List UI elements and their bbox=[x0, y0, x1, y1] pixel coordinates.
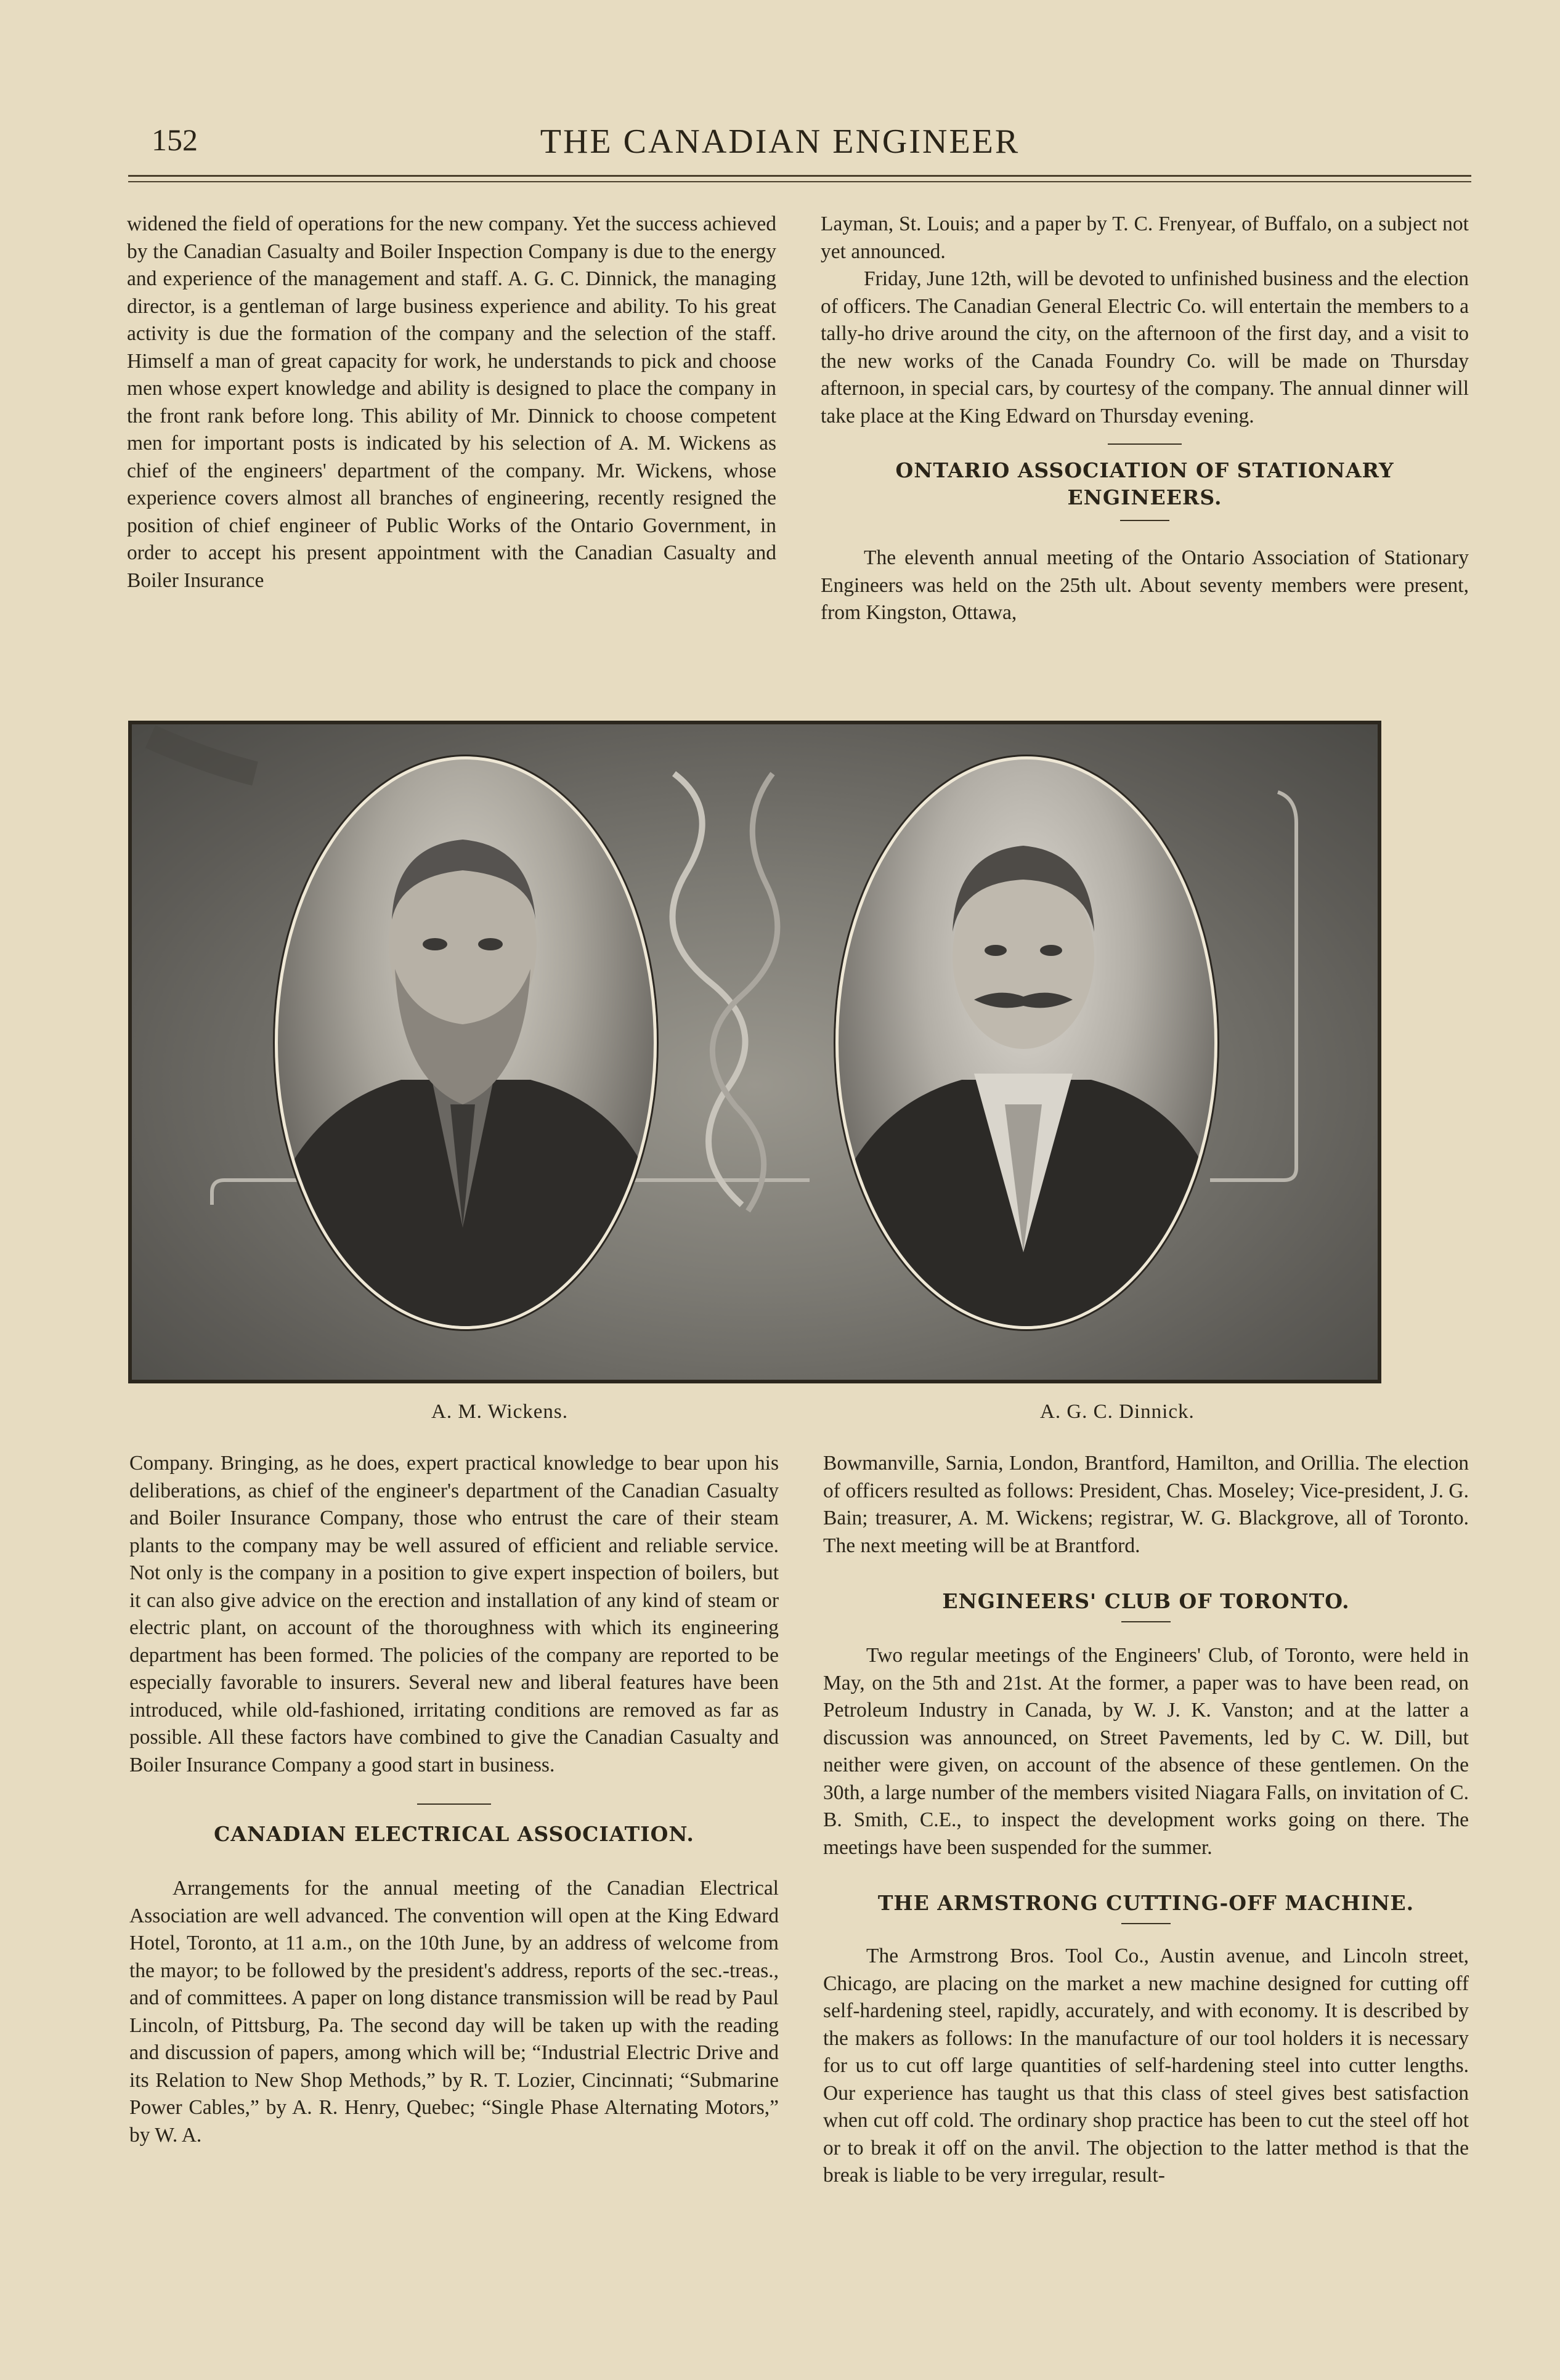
section-divider bbox=[417, 1803, 491, 1805]
spacer bbox=[129, 1848, 779, 1875]
portrait-a-m-wickens bbox=[275, 756, 657, 1329]
paragraph: Bowmanville, Sarnia, London, Brantford, Hamilton, and Orillia. The election of officers resulted as follows: President, Chas. Moseley; Vice-president, J. G. Bain; treasurer, A. M. Wickens; registrar, W. G. Blackgrove, all of Toronto. The next meeting will be at Brantford. bbox=[823, 1452, 1469, 1557]
left-column-top bbox=[127, 211, 776, 594]
paragraph: Layman, St. Louis; and a paper by T. C. Frenyear, of Buffalo, on a subject not yet announced. bbox=[821, 212, 1469, 263]
caption-wickens: A. M. Wickens. bbox=[431, 1401, 568, 1423]
header-rule-secondary bbox=[128, 181, 1471, 182]
left-column-bottom bbox=[129, 1450, 779, 2149]
paragraph: widened the field of operations for the new company. Yet the success achieved by the Canadian Casualty and Boiler Inspection Company is due to the energy and experience of the management and staff. A. G. C. Dinnick, the managing director, is a gentleman of large business experience and ability. To his great activity is due the formation of the company and the selection of the staff. Himself a man of great capacity for work, he understands to pick and choose men whose expert knowledge and ability is designed to place the company in the front rank before long. This ability of Mr. Dinnick to choose competent men for important posts is indicated by his selection of A. M. Wickens as chief of the engineers' department of the company. Mr. Wickens, whose experience covers almost all branches of engineering, recently resigned the position of chief engineer of Public Works of the Ontario Government, in order to accept his present appointment with the Canadian Casualty and Boiler Insurance bbox=[127, 212, 776, 592]
right-column-top bbox=[821, 211, 1469, 627]
section-divider bbox=[1120, 520, 1169, 521]
section-divider bbox=[1121, 1621, 1171, 1622]
portrait-a-g-c-dinnick bbox=[835, 756, 1217, 1329]
mustached-man-photo bbox=[839, 759, 1214, 1326]
paragraph: The eleventh annual meeting of the Ontario Association of Stationary Engineers was held on the 25th ult. About seventy members were present, from Kingston, Ottawa, bbox=[821, 546, 1469, 624]
right-column-bottom bbox=[823, 1450, 1469, 2190]
section-heading-canadian-electrical: CANADIAN ELECTRICAL ASSOCIATION. bbox=[214, 1822, 694, 1846]
paragraph: Friday, June 12th, will be devoted to unfinished business and the election of officers. The Canadian General Electric Co. will entertain the members to a tally-ho drive around the city, on the afternoon of the first day, and a visit to the new works of the Canada Foundry Co. will be made on Thursday afternoon, in special cars, by courtesy of the company. The annual dinner will take place at the King Edward on Thursday evening. bbox=[821, 267, 1469, 427]
section-divider bbox=[1108, 443, 1182, 445]
paragraph: Two regular meetings of the Engineers' Club, of Toronto, were held in May, on the 5th and 21st. At the former, a paper was to have been read, on Petroleum Industry in Canada, by W. J. K. Vanston; and at the latter a discussion was announced, on Street Pavements, led by C. W. Dill, but neither were given, on account of the absence of these gentlemen. On the 30th, a large number of the members visited Niagara Falls, on invitation of C. B. Smith, C.E., to inspect the development works going on there. The meetings have been suspended for the summer. bbox=[823, 1644, 1469, 1859]
bearded-man-photo bbox=[278, 759, 654, 1326]
section-heading-engineers-club: ENGINEERS' CLUB OF TORONTO. bbox=[942, 1589, 1350, 1613]
section-divider bbox=[1121, 1923, 1171, 1924]
spacer bbox=[823, 1560, 1469, 1588]
page-number: 152 bbox=[152, 123, 198, 157]
portrait-plate bbox=[128, 721, 1381, 1383]
section-heading-ontario-association: ONTARIO ASSOCIATION OF STATIONARY ENGINEERS. bbox=[895, 458, 1394, 509]
spacer bbox=[823, 1861, 1469, 1890]
paragraph: Arrangements for the annual meeting of the Canadian Electrical Association are well advanced. The convention will open at the King Edward Hotel, Toronto, at 11 a.m., on the 10th June, by an address of welcome from the mayor; to be followed by the president's address, reports of the sec.-treas., and of committees. A paper on long distance transmission will be read by Paul Lincoln, of Pittsburg, Pa. The second day will be taken up with the reading and discussion of papers, among which will be; “Industrial Electric Drive and its Relation to New Shop Methods,” by R. T. Lozier, Cincinnati; “Submarine Power Cables,” by A. R. Henry, Quebec; “Single Phase Alternating Motors,” by W. A. bbox=[129, 1877, 779, 2147]
header-rule bbox=[128, 175, 1471, 177]
paragraph: Company. Bringing, as he does, expert practical knowledge to bear upon his deliberations, as chief of the engineer's department of the Canadian Casualty and Boiler Insurance Company, those who entrust the care of their steam plants to the company may be well assured of efficient and reliable service. Not only is the company in a position to give expert inspection of boilers, but it can also give advice on the erection and installation of any kind of steam or electric plant, on account of the thoroughness with which its engineering department has been formed. The policies of the company are reported to be especially favorable to insurers. Several new and liberal features have been introduced, while old-fashioned, irritating conditions are removed as far as possible. All these factors have combined to give the Canadian Casualty and Boiler Insurance Company a good start in business. bbox=[129, 1452, 779, 1776]
paragraph: The Armstrong Bros. Tool Co., Austin avenue, and Lincoln street, Chicago, are placing on the market a new machine designed for cutting off self-hardening steel, rapidly, accurately, and with economy. It is described by the makers as follows: In the manufacture of our tool holders it is necessary for us to cut off large quantities of self-hardening steel into cutter lengths. Our experience has taught us that this class of steel gives best satisfaction when cut off cold. The ordinary shop practice has been to cut the steel off hot or to break it off on the anvil. The objection to the latter method is that the break is liable to be very irregular, result- bbox=[823, 1945, 1469, 2187]
running-title: THE CANADIAN ENGINEER bbox=[540, 123, 1020, 161]
section-heading-armstrong-machine: THE ARMSTRONG CUTTING-OFF MACHINE. bbox=[877, 1891, 1415, 1915]
caption-dinnick: A. G. C. Dinnick. bbox=[1040, 1401, 1195, 1423]
